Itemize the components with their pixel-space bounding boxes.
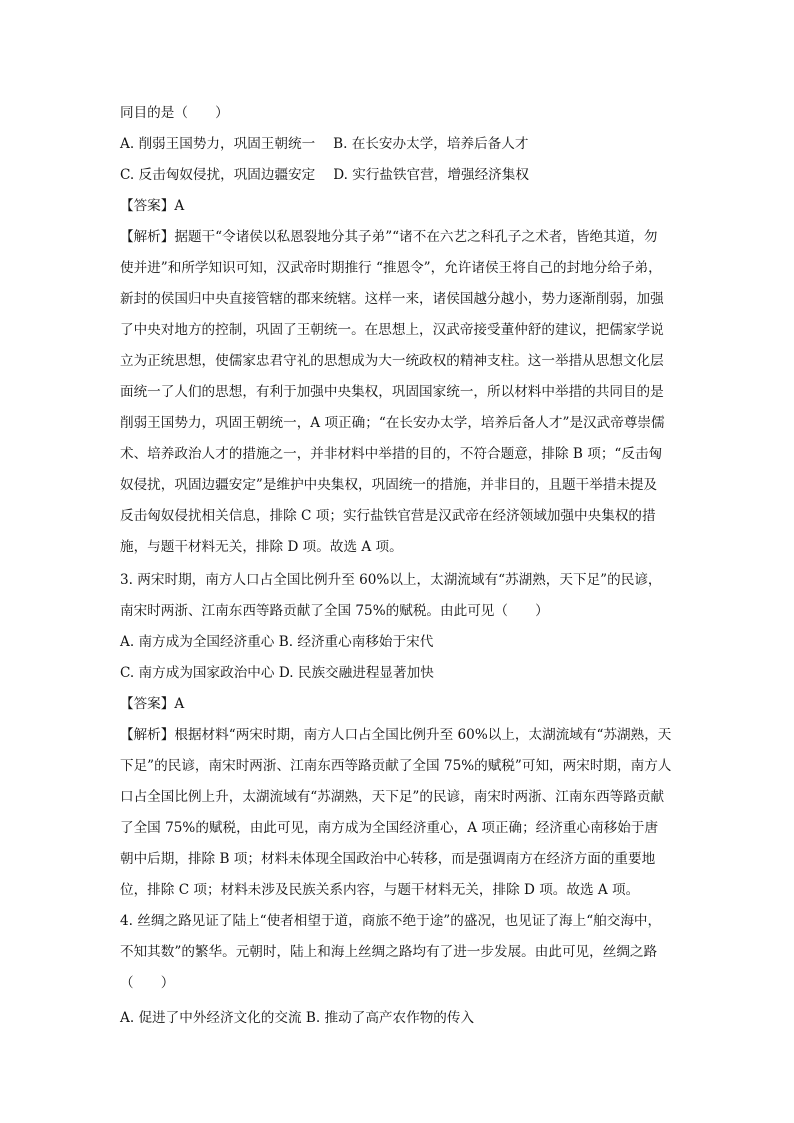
option-line-ab: A. 南方成为全国经济重心 B. 经济重心南移始于宋代	[120, 634, 434, 650]
question-3-stem: 3. 两宋时期，南方人口占全国比例升至 60%以上，太湖流域有“苏湖熟，天下足”的民谚，	[120, 572, 662, 588]
analysis-line: 了全国 75%的赋税，由此可见，南方成为全国经济重心，A 项正确；经济重心南移始于唐	[120, 820, 659, 836]
analysis-line: 【解析】据题干“令诸侯以私恩裂地分其子弟”“诸不在六艺之科孔子之术者，皆绝其道，勿	[120, 229, 658, 245]
question-4-stem: （ ）	[120, 975, 175, 991]
answer-line: 【答案】A	[120, 696, 185, 712]
analysis-line: 位，排除 C 项；材料未涉及民族关系内容，与题干材料无关，排除 D 项。故选 A 项。	[120, 882, 640, 898]
analysis-line: 了中央对地方的控制，巩固了王朝统一。在思想上，汉武帝接受董仲舒的建议，把儒家学说	[120, 322, 664, 338]
question-stem-continuation: 同目的是（ ）	[120, 105, 229, 121]
option-line-cd: C. 反击匈奴侵扰，巩固边疆安定 D. 实行盐铁官营，增强经济集权	[120, 167, 529, 183]
analysis-line: 下足”的民谚，南宋时两浙、江南东西等路贡献了全国 75%的赋税”可知，两宋时期，南方人	[120, 758, 672, 774]
option-line-ab: A. 促进了中外经济文化的交流 B. 推动了高产农作物的传入	[120, 1010, 475, 1026]
analysis-line: 奴侵扰，巩固边疆安定”是维护中央集权，巩固统一的措施，并非目的，且题干举措未提及	[120, 477, 658, 493]
analysis-line: 使并进”和所学知识可知，汉武帝时期推行 “推恩令”，允许诸侯王将自己的封地分给子弟，	[120, 260, 662, 276]
option-line-cd: C. 南方成为国家政治中心 D. 民族交融进程显著加快	[120, 665, 434, 681]
analysis-line: 施，与题干材料无关，排除 D 项。故选 A 项。	[120, 539, 403, 555]
analysis-line: 面统一了人们的思想，有利于加强中央集权，巩固国家统一，所以材料中举措的共同目的是	[120, 384, 664, 400]
analysis-line: 立为正统思想，使儒家忠君守礼的思想成为大一统政权的精神支柱。这一举措从思想文化层	[120, 353, 664, 369]
option-line-ab: A. 削弱王国势力，巩固王朝统一 B. 在长安办太学，培养后备人才	[120, 136, 529, 152]
analysis-line: 削弱王国势力，巩固王朝统一，A 项正确；“在长安办太学，培养后备人才”是汉武帝尊崇儒	[120, 415, 665, 431]
question-3-stem: 南宋时两浙、江南东西等路贡献了全国 75%的赋税。由此可见（ ）	[120, 603, 549, 619]
answer-line: 【答案】A	[120, 198, 185, 214]
analysis-line: 反击匈奴侵扰相关信息，排除 C 项；实行盐铁官营是汉武帝在经济领域加强中央集权的措	[120, 508, 656, 524]
analysis-line: 术、培养政治人才的措施之一，并非材料中举措的目的，不符合题意，排除 B 项；“反击匈	[120, 446, 663, 462]
analysis-line: 新封的侯国归中央直接管辖的郡来统辖。这样一来，诸侯国越分越小，势力逐渐削弱，加强	[120, 291, 664, 307]
question-4-stem: 4. 丝绸之路见证了陆上“使者相望于道，商旅不绝于途”的盛况，也见证了海上“舶交海中，	[120, 913, 662, 929]
analysis-line: 【解析】根据材料“两宋时期，南方人口占全国比例升至 60%以上，太湖流域有“苏湖熟，天	[120, 727, 672, 743]
analysis-line: 朝中后期，排除 B 项；材料未体现全国政治中心转移，而是强调南方在经济方面的重要地	[120, 851, 656, 867]
analysis-line: 口占全国比例上升，太湖流域有“苏湖熟，天下足”的民谚，南宋时两浙、江南东西等路贡献	[120, 789, 665, 805]
question-4-stem: 不知其数”的繁华。元朝时，陆上和海上丝绸之路均有了进一步发展。由此可见，丝绸之路	[120, 944, 658, 960]
